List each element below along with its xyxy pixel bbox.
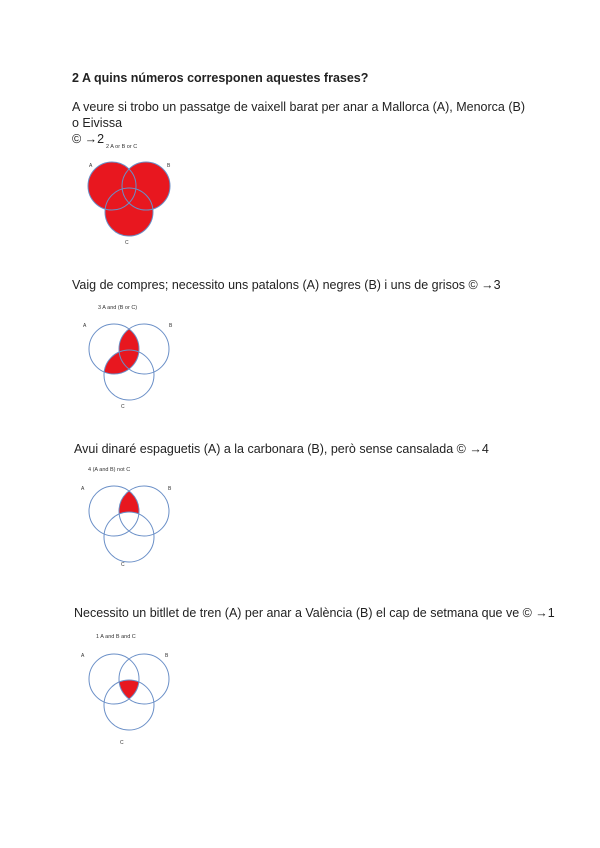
venn-label-b: B bbox=[167, 163, 171, 169]
sentence-3-line-1: Avui dinaré espaguetis (A) a la carbonara (B), però sense cansalada © →4 bbox=[74, 442, 489, 456]
sentence-4 bbox=[74, 605, 555, 621]
venn-diagram-a-and-b-or-c bbox=[70, 300, 190, 415]
venn-label-c: C bbox=[121, 404, 125, 410]
circle-a bbox=[89, 654, 139, 704]
sentence-4-line-1: Necessito un bitllet de tren (A) per anar a València (B) el cap de setmana que ve © →1 bbox=[74, 606, 555, 620]
sentence-1-line-2: © →2 bbox=[72, 132, 105, 146]
venn-diagram-a-or-b-or-c bbox=[70, 140, 190, 250]
sentence-3 bbox=[74, 441, 489, 457]
venn-label-a: A bbox=[81, 486, 85, 492]
sentence-2-line-1: Vaig de compres; necessito uns patalons (A) negres (B) i uns de grisos © →3 bbox=[72, 278, 501, 292]
exercise-heading: 2 A quins números corresponen aquestes frases? bbox=[72, 71, 369, 85]
sentence-2 bbox=[72, 277, 501, 293]
venn-label-b: B bbox=[169, 323, 173, 329]
circle-b bbox=[119, 654, 169, 704]
venn-label-b: B bbox=[165, 653, 169, 659]
venn-label-b: B bbox=[168, 486, 172, 492]
venn-title-3: 4 (A and B) not C bbox=[88, 467, 131, 473]
venn-a-and-b-or-c-fill bbox=[104, 324, 169, 400]
venn-label-c: C bbox=[121, 562, 125, 568]
venn-label-c: C bbox=[125, 240, 129, 246]
venn-diagram-a-and-b-and-c bbox=[70, 630, 190, 750]
venn-label-a: A bbox=[81, 653, 85, 659]
venn-title-2: 3 A and (B or C) bbox=[98, 305, 138, 311]
venn-label-a: A bbox=[83, 323, 87, 329]
venn-diagram-a-and-b-not-c bbox=[70, 463, 190, 573]
venn-union-fill bbox=[88, 162, 170, 236]
venn-title-1: 2 A or B or C bbox=[106, 144, 138, 150]
venn-label-a: A bbox=[89, 163, 93, 169]
sentence-1-line-1: A veure si trobo un passatge de vaixell barat per anar a Mallorca (A), Menorca (B) o Eivissa bbox=[72, 100, 525, 130]
venn-label-c: C bbox=[120, 740, 124, 746]
venn-title-4: 1 A and B and C bbox=[96, 634, 136, 640]
